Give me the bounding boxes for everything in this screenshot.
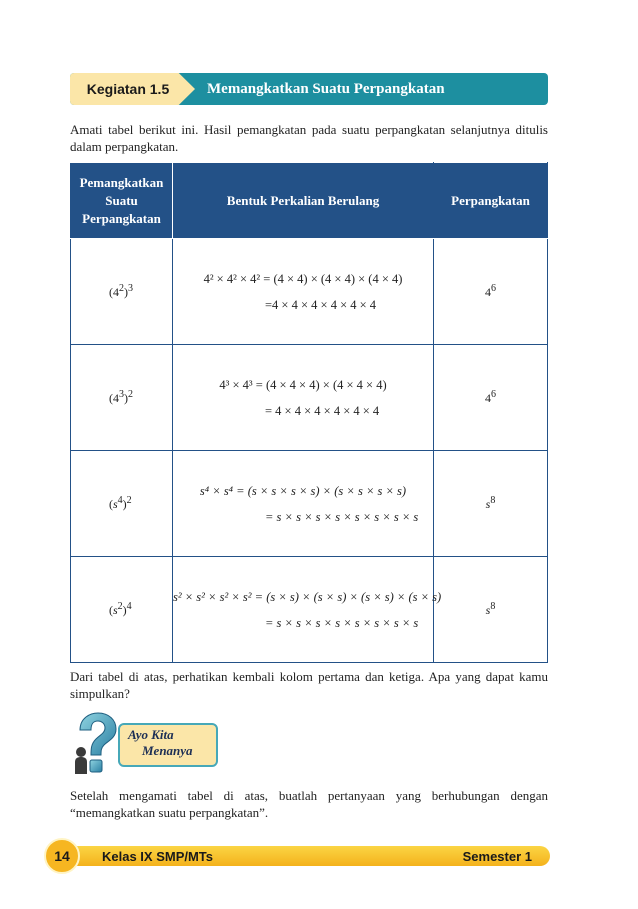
- result-power: $4^6$: [434, 239, 548, 345]
- table-row: [71, 557, 548, 663]
- table-body: [71, 239, 548, 663]
- power-expression: $(s^2)^4$: [71, 557, 173, 663]
- result-power: $4^6$: [434, 345, 548, 451]
- table-row: [71, 345, 548, 451]
- repeated-multiplication: [173, 557, 442, 663]
- activity-tag-label: Kegiatan 1.5: [86, 81, 170, 97]
- table-header-row: [71, 163, 548, 239]
- header-perpangkatan: Perpangkatan: [434, 163, 548, 239]
- closing-paragraph: Setelah mengamati tabel di atas, buatlah pertanyaan yang berhubungan dengan “memangkatkan suatu perpangkatan”.: [70, 788, 548, 820]
- ask-line-1: Ayo Kita: [128, 727, 174, 742]
- expansion-line: s⁴ × s⁴ = (s × s × s × s) × (s × s × s × s): [199, 483, 407, 498]
- page-number: 14: [44, 838, 80, 874]
- product-line: = s × s × s × s × s × s × s × s: [265, 615, 419, 630]
- ask-line-2: Menanya: [142, 743, 193, 758]
- question-paragraph: Dari tabel di atas, perhatikan kembali kolom pertama dan ketiga. Apa yang dapat kamu simpulkan?: [70, 669, 548, 701]
- exponent-table: [70, 162, 548, 663]
- result-power: $s^8$: [434, 451, 548, 557]
- power-expression: $(4^2)^3$: [71, 239, 173, 345]
- product-line: = s × s × s × s × s × s × s × s: [265, 509, 419, 524]
- power-expression: $(s^4)^2$: [71, 451, 173, 557]
- product-line: = 4 × 4 × 4 × 4 × 4 × 4: [265, 403, 380, 418]
- intro-paragraph: Amati tabel berikut ini. Hasil pemangkatan pada suatu perpangkatan selanjutnya ditulis dalam perpangkatan.: [70, 122, 548, 154]
- repeated-multiplication: [173, 239, 434, 345]
- result-power: $s^8$: [434, 557, 548, 663]
- header-pemangkatkan: Pemangkatkan Suatu Perpangkatan: [71, 163, 173, 239]
- expansion-line: 4³ × 4³ = (4 × 4 × 4) × (4 × 4 × 4): [219, 377, 387, 392]
- product-line: =4 × 4 × 4 × 4 × 4 × 4: [265, 297, 377, 312]
- header-bentuk-perkalian: Bentuk Perkalian Berulang: [173, 163, 434, 239]
- footer-class-label: Kelas IX SMP/MTs: [102, 848, 214, 864]
- expansion-line: 4² × 4² × 4² = (4 × 4) × (4 × 4) × (4 × 4): [203, 271, 403, 286]
- power-expression: $(4^3)^2$: [71, 345, 173, 451]
- footer-semester-label: Semester 1: [462, 848, 532, 864]
- question-mark-icon: [72, 712, 118, 774]
- table-row: [71, 451, 548, 557]
- table-row: [71, 239, 548, 345]
- repeated-multiplication: [173, 451, 434, 557]
- expansion-line: s² × s² × s² × s² = (s × s) × (s × s) × (s × s) × (s × s): [173, 589, 442, 604]
- activity-title: Memangkatkan Suatu Perpangkatan: [207, 80, 445, 97]
- repeated-multiplication: [173, 345, 434, 451]
